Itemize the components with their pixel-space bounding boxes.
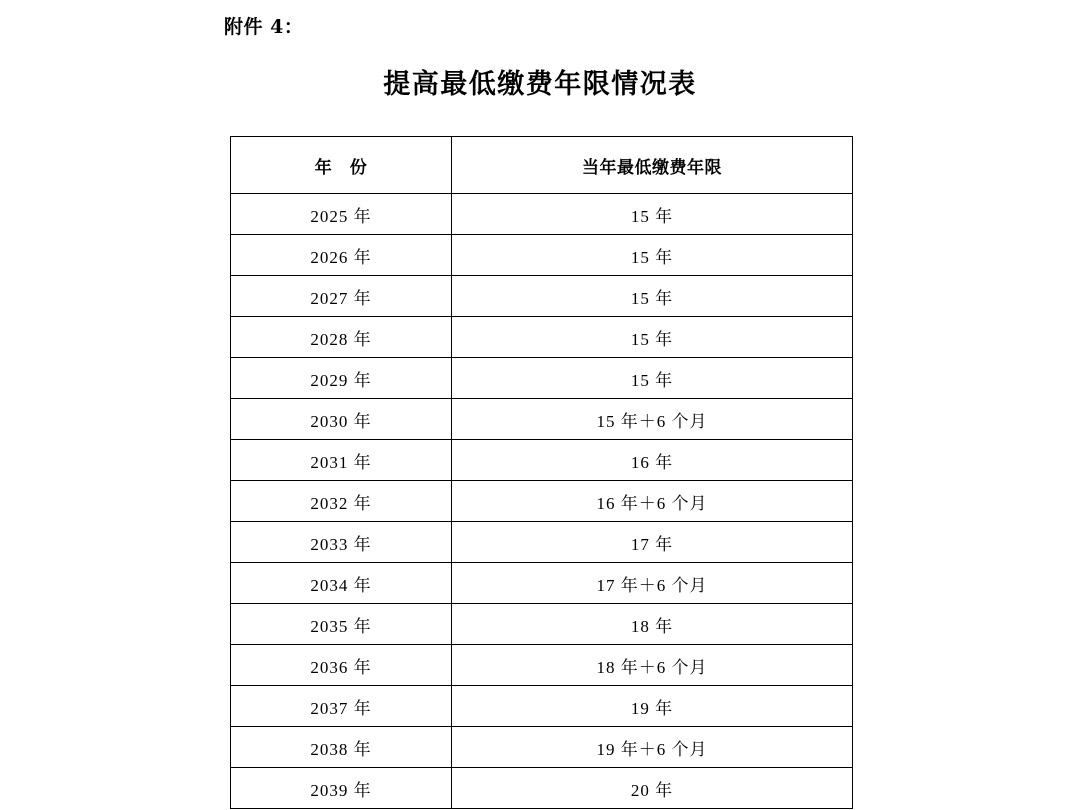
cell-minimum-years: 18 年 (452, 604, 853, 645)
cell-year: 2028 年 (231, 317, 452, 358)
table-row (231, 768, 853, 809)
table-row (231, 481, 853, 522)
cell-year: 2031 年 (231, 440, 452, 481)
cell-year: 2026 年 (231, 235, 452, 276)
column-header-year: 年 份 (231, 137, 452, 194)
table-row (231, 276, 853, 317)
cell-minimum-years: 15 年 (452, 317, 853, 358)
table-row (231, 235, 853, 276)
cell-minimum-years: 18 年＋6 个月 (452, 645, 853, 686)
cell-year: 2038 年 (231, 727, 452, 768)
cell-minimum-years: 15 年 (452, 194, 853, 235)
table-header (231, 137, 853, 194)
cell-minimum-years: 15 年 (452, 235, 853, 276)
cell-minimum-years: 17 年＋6 个月 (452, 563, 853, 604)
cell-year: 2036 年 (231, 645, 452, 686)
table-row (231, 727, 853, 768)
cell-minimum-years: 15 年 (452, 276, 853, 317)
cell-minimum-years: 19 年＋6 个月 (452, 727, 853, 768)
table-row (231, 522, 853, 563)
cell-minimum-years: 15 年 (452, 358, 853, 399)
cell-minimum-years: 15 年＋6 个月 (452, 399, 853, 440)
table-row (231, 194, 853, 235)
cell-minimum-years: 17 年 (452, 522, 853, 563)
minimum-contribution-years-table (230, 136, 853, 809)
cell-year: 2030 年 (231, 399, 452, 440)
cell-year: 2027 年 (231, 276, 452, 317)
cell-year: 2032 年 (231, 481, 452, 522)
page-title: 提高最低缴费年限情况表 (383, 69, 697, 100)
attachment-label: 附件 4： (224, 16, 304, 38)
table-row (231, 686, 853, 727)
table-row (231, 399, 853, 440)
table-header-row (231, 137, 853, 194)
cell-year: 2033 年 (231, 522, 452, 563)
table-container (230, 136, 850, 809)
cell-year: 2025 年 (231, 194, 452, 235)
table-row (231, 563, 853, 604)
table-body (231, 194, 853, 809)
cell-year: 2029 年 (231, 358, 452, 399)
cell-year: 2035 年 (231, 604, 452, 645)
cell-minimum-years: 20 年 (452, 768, 853, 809)
cell-minimum-years: 16 年＋6 个月 (452, 481, 853, 522)
table-row (231, 604, 853, 645)
column-header-minimum-years: 当年最低缴费年限 (452, 137, 853, 194)
table-row (231, 440, 853, 481)
cell-year: 2034 年 (231, 563, 452, 604)
table-row (231, 645, 853, 686)
cell-minimum-years: 19 年 (452, 686, 853, 727)
cell-year: 2039 年 (231, 768, 452, 809)
table-row (231, 358, 853, 399)
cell-year: 2037 年 (231, 686, 452, 727)
cell-minimum-years: 16 年 (452, 440, 853, 481)
table-row (231, 317, 853, 358)
